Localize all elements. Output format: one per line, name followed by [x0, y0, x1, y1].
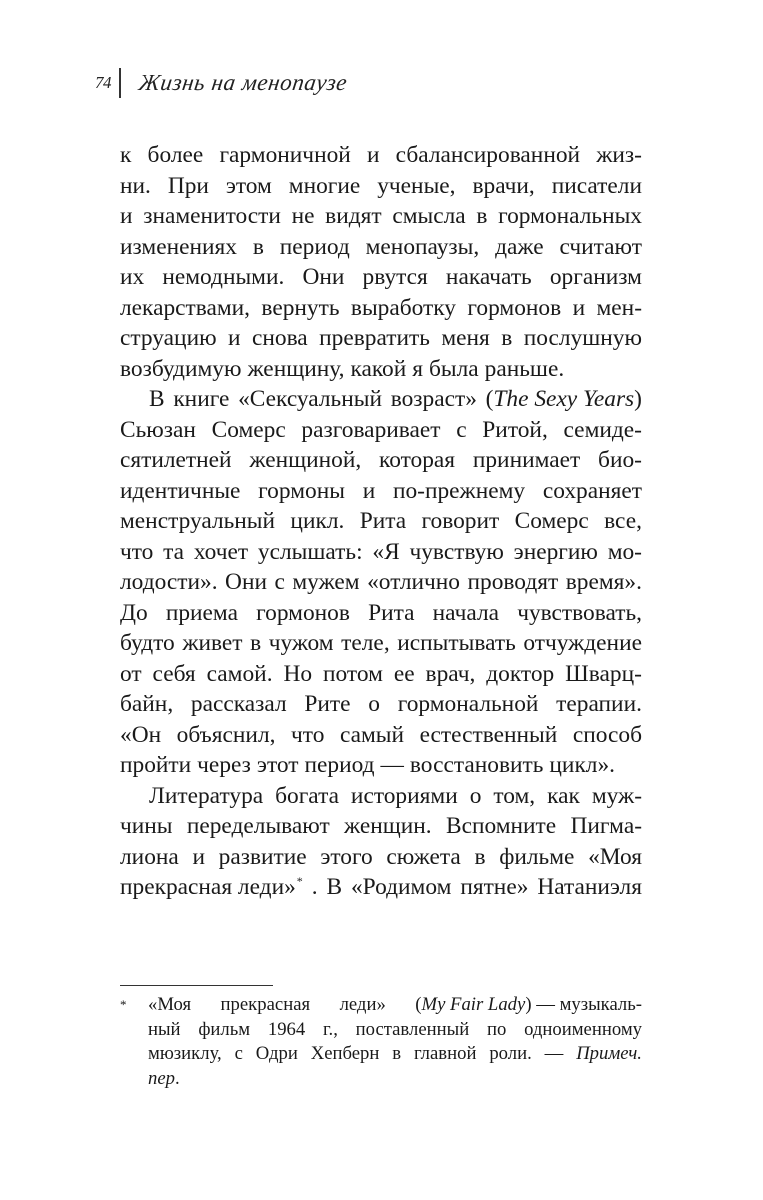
word: восстановить: [409, 752, 544, 778]
word: смысла: [392, 203, 466, 229]
word: превратить: [319, 325, 430, 351]
word: —: [544, 1043, 564, 1064]
word: менструальный: [120, 508, 276, 534]
word: принимает: [472, 447, 581, 473]
word: чувствовать,: [517, 599, 642, 626]
word: естественный: [419, 721, 558, 748]
text-line: [120, 262, 642, 293]
word: возраст»: [390, 386, 477, 412]
word: развитие: [218, 843, 307, 870]
word: которая: [379, 447, 456, 473]
word: книге: [173, 386, 230, 412]
body-text: [120, 140, 642, 903]
word: потом: [323, 660, 383, 687]
word: Шварц-: [565, 660, 642, 687]
word: в: [252, 233, 264, 260]
word: с: [234, 1043, 243, 1064]
word: о: [368, 691, 380, 717]
word: с: [456, 416, 467, 443]
text-line-with-footnote-ref: [120, 872, 642, 903]
word: даже: [495, 233, 544, 260]
word: не: [291, 203, 315, 229]
text-line: [120, 232, 642, 263]
word: отчуждение: [523, 630, 642, 656]
word: живет: [182, 630, 243, 656]
word: ни.: [120, 172, 151, 199]
word: био-: [598, 447, 642, 473]
text-line: [120, 689, 642, 720]
word: «Я: [372, 538, 400, 565]
word: о: [469, 782, 482, 809]
word: пройти: [120, 752, 192, 778]
word: гормоны: [258, 477, 345, 504]
word: При: [167, 172, 209, 199]
word: гормональной: [397, 691, 539, 717]
word: Рите: [304, 691, 351, 717]
word: знаменитости: [143, 203, 281, 229]
text-line: [120, 750, 642, 781]
word: фильм: [198, 1018, 251, 1040]
word: Сомерс: [211, 416, 286, 443]
word: Они: [302, 264, 345, 290]
word: терапии.: [556, 691, 642, 717]
word: сятилетней: [120, 447, 232, 473]
word: доктор: [486, 660, 555, 687]
word: испытывать: [397, 630, 516, 656]
word: —: [380, 752, 404, 778]
word: услышать:: [257, 538, 363, 565]
word: более: [147, 142, 204, 168]
word: идентичные: [120, 477, 241, 504]
word: самый: [339, 721, 405, 748]
word: врачи,: [472, 172, 535, 199]
word: что: [291, 721, 325, 748]
translator-note-end: пер.: [148, 1067, 180, 1089]
word: по-прежнему: [392, 477, 526, 504]
word: женщин.: [344, 813, 432, 839]
word: способ: [572, 721, 642, 748]
text-line: [120, 201, 642, 232]
word: роли.: [489, 1043, 532, 1064]
word: байн,: [120, 691, 174, 717]
word: Рита: [368, 599, 415, 626]
text-line: [120, 842, 642, 873]
word: Сомерс: [514, 508, 589, 534]
word: с: [274, 569, 285, 595]
footnote: [120, 993, 642, 1091]
text-line: [120, 445, 642, 476]
word: объяснил,: [176, 721, 276, 748]
text-line: [120, 567, 642, 598]
word: До: [120, 599, 148, 626]
word: переделывают: [186, 813, 330, 839]
film-original-title: (My Fair Lady) — музыкаль-: [415, 994, 642, 1015]
word: период: [304, 752, 375, 778]
word: через: [197, 752, 251, 778]
translator-note-label: Примеч.: [576, 1043, 642, 1064]
text-line: [120, 537, 642, 568]
word: семиде-: [563, 416, 642, 443]
word: «Он: [120, 721, 162, 748]
word: и: [362, 477, 376, 504]
word: поставленный: [355, 1018, 470, 1040]
text-line: [120, 781, 642, 812]
word: сбалансированной: [395, 142, 581, 168]
word: будто: [120, 630, 175, 656]
word: этом: [225, 172, 272, 199]
text-line: [120, 323, 642, 354]
text-line: [120, 415, 642, 446]
word: теле,: [341, 630, 390, 656]
word: врач,: [425, 660, 476, 687]
word: что: [120, 538, 154, 565]
text-line: [120, 476, 642, 507]
text-line: [120, 628, 642, 659]
header-divider: [119, 68, 121, 98]
word: считают: [559, 233, 642, 260]
word: Пигма-: [570, 813, 642, 839]
word: по: [486, 1018, 507, 1040]
word: рассказал: [190, 691, 287, 717]
footnote-divider: [120, 985, 273, 986]
word: снова: [251, 325, 308, 351]
text-line: [120, 720, 642, 751]
word: начала: [432, 599, 500, 626]
word: мужем: [292, 569, 360, 595]
word: хочет: [193, 538, 249, 565]
footnote-reference[interactable]: *: [296, 874, 303, 888]
word: «Моя: [588, 843, 642, 870]
footnote-line: [148, 1018, 642, 1043]
word: пятне»: [460, 874, 529, 900]
word: этот: [256, 752, 299, 778]
word: многие: [288, 172, 361, 199]
word: сохраняет: [542, 477, 642, 504]
word: мюзиклу,: [148, 1043, 222, 1064]
text-line: [120, 171, 642, 202]
word: Натаниэля: [537, 874, 642, 900]
text-line: [120, 354, 642, 385]
footnote-anchor-text: прекрасная леди»*: [120, 874, 303, 900]
word: ее: [393, 660, 415, 687]
word: историями: [350, 782, 458, 809]
word: «отлично: [367, 569, 460, 595]
word: сюжета: [386, 843, 461, 870]
word: Одри: [255, 1043, 298, 1064]
word: от: [120, 660, 142, 687]
word: Литература: [149, 782, 264, 809]
word: мо-: [607, 538, 642, 565]
text-line: [120, 140, 642, 171]
word: В: [149, 386, 165, 412]
word: прекрасная: [220, 994, 311, 1015]
word: энергию: [513, 538, 598, 565]
word: к: [120, 142, 132, 168]
word: та: [163, 538, 185, 565]
word: лодости».: [120, 569, 218, 595]
word: богата: [275, 782, 339, 809]
word: себя: [152, 660, 196, 687]
word: приема: [165, 599, 238, 626]
word: муж-: [591, 782, 642, 809]
word: Хепберн: [310, 1043, 380, 1064]
word: чины: [120, 813, 173, 839]
word: и: [366, 142, 380, 168]
word: в: [250, 630, 262, 656]
word: лиона: [120, 843, 179, 870]
word: леди»: [339, 994, 386, 1015]
running-title: Жизнь на менопаузе: [136, 70, 349, 95]
footnote-body: [148, 993, 642, 1091]
word: ученые,: [377, 172, 456, 199]
word: женщиной,: [249, 447, 362, 473]
word: проводят: [467, 569, 559, 595]
word: «Моя: [148, 994, 192, 1015]
word: струацию: [120, 325, 217, 351]
word: время».: [565, 569, 642, 595]
word: этого: [320, 843, 373, 870]
word: период: [279, 233, 350, 260]
word: была: [429, 355, 479, 382]
word: в: [476, 203, 488, 229]
running-header: [95, 66, 347, 100]
word: меня: [441, 325, 490, 351]
text-line-with-italic: [120, 384, 642, 415]
footnote-line: [148, 1067, 642, 1092]
word: в: [501, 325, 513, 351]
word: цикл».: [549, 752, 616, 778]
text-line: [120, 506, 642, 537]
word: чувствую: [409, 538, 504, 565]
word: видят: [325, 203, 382, 229]
text-line: [120, 659, 642, 690]
word: послушную: [523, 325, 642, 351]
page-number: 74: [95, 73, 111, 92]
text-line: [120, 293, 642, 324]
word: выработку: [350, 294, 456, 321]
word: цикл.: [290, 508, 345, 534]
word: «Сексуальный: [238, 386, 382, 412]
word: менопаузы,: [365, 233, 480, 260]
footnote-line: [148, 1042, 642, 1067]
text-line: [120, 811, 642, 842]
word: В: [326, 874, 343, 900]
word: мен-: [596, 294, 642, 321]
word: лекарствами,: [120, 294, 251, 321]
word: .: [311, 874, 318, 900]
word: в: [474, 843, 486, 870]
word: накачать: [445, 264, 532, 290]
word: и: [192, 843, 205, 870]
word: вернуть: [261, 294, 340, 321]
word: ный: [148, 1018, 181, 1040]
word: г.,: [322, 1018, 338, 1040]
word: рвутся: [362, 264, 428, 290]
word: их: [120, 264, 145, 290]
word: и: [228, 325, 241, 351]
word: организм: [549, 264, 642, 290]
word: изменениях: [120, 233, 237, 260]
word: Они: [225, 569, 267, 595]
word: разговаривает: [301, 416, 441, 443]
word: жиз-: [596, 142, 642, 168]
word: том,: [493, 782, 536, 809]
word: в: [392, 1043, 402, 1064]
word: фильме: [499, 843, 575, 870]
word: одноименному: [524, 1018, 642, 1040]
word: чужом: [268, 630, 334, 656]
word: все,: [604, 508, 642, 534]
word: Но: [283, 660, 313, 687]
word: «Родимом: [350, 874, 452, 900]
word: и: [120, 203, 133, 229]
word: как: [547, 782, 580, 809]
word: Ритой,: [482, 416, 548, 443]
word: какой: [350, 355, 407, 382]
word: немодными.: [162, 264, 285, 290]
footnote-marker: *: [120, 997, 127, 1012]
word: говорит: [421, 508, 500, 534]
word: Рита: [359, 508, 407, 534]
footnote-line: [148, 993, 642, 1018]
word: 1964: [267, 1018, 306, 1040]
word: гормонов: [256, 599, 350, 626]
word: гормональных: [498, 203, 642, 229]
word: Вспомните: [445, 813, 557, 839]
word: главной: [413, 1043, 477, 1064]
word: и: [572, 294, 586, 321]
word: писатели: [551, 172, 642, 199]
word: гормонов: [467, 294, 562, 321]
word: самой.: [206, 660, 273, 687]
word: возбудимую: [120, 355, 242, 382]
word: женщину,: [247, 355, 345, 382]
word: раньше.: [484, 355, 565, 382]
text-line: [120, 598, 642, 629]
book-original-title: (The Sexy Years): [485, 386, 642, 412]
word: гармоничной: [219, 142, 351, 168]
word: Сьюзан: [120, 416, 196, 443]
word: я: [412, 355, 423, 382]
